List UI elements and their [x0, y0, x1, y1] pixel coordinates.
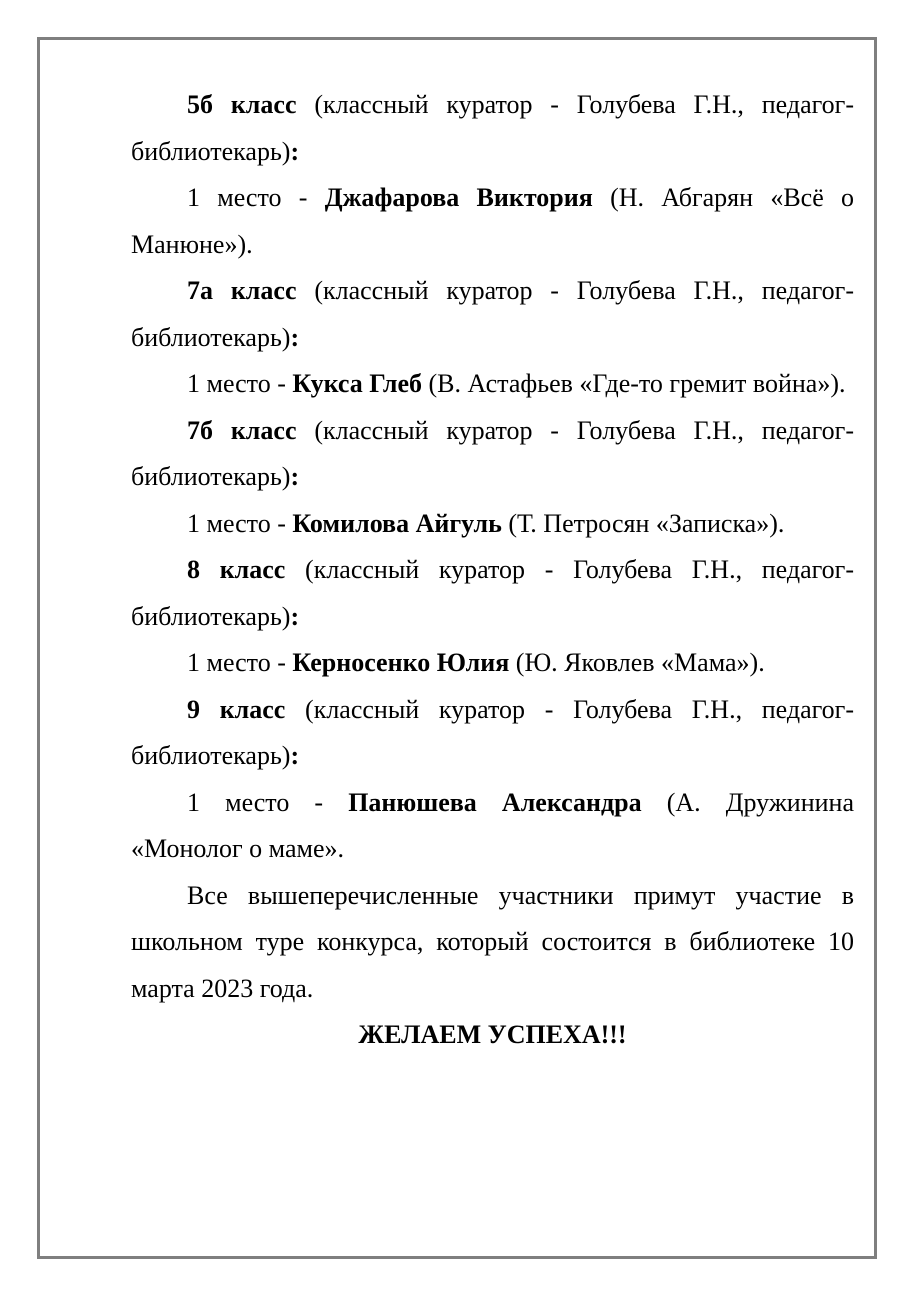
winner-entry-5b [131, 175, 854, 268]
class-heading-7b [131, 408, 854, 501]
closing-wish: ЖЕЛАЕМ УСПЕХА!!! [358, 1020, 627, 1049]
class-heading-8 [131, 547, 854, 640]
winner-entry-7b [131, 501, 854, 548]
place-text: 1 место - [187, 648, 293, 677]
curator-text: (классный куратор - Голубева Г.Н., педагог-библиотекарь) [131, 555, 854, 631]
document-body [131, 82, 854, 1059]
class-heading-5b [131, 82, 854, 175]
heading-colon: : [290, 136, 300, 166]
class-label: 5б класс [187, 90, 297, 119]
class-label: 7б класс [187, 415, 297, 445]
winner-entry-9 [131, 780, 854, 873]
curator-text: (классный куратор - Голубева Г.Н., педагог-библиотекарь) [131, 276, 854, 352]
winner-name: Кукса Глеб [292, 369, 422, 398]
winner-entry-7a [131, 361, 854, 408]
place-text: 1 место - [187, 508, 293, 538]
class-label: 8 класс [187, 555, 286, 584]
place-text: 1 место - [187, 369, 293, 398]
work-title: (Т. Петросян «Записка»). [501, 508, 785, 538]
curator-text: (классный куратор - Голубева Г.Н., педагог-библиотекарь) [131, 415, 854, 491]
place-text: 1 место - [187, 183, 325, 212]
curator-text: (классный куратор - Голубева Г.Н., педагог-библиотекарь) [131, 694, 854, 770]
curator-text: (классный куратор - Голубева Г.Н., педагог-библиотекарь) [131, 90, 854, 166]
class-label: 9 класс [187, 694, 286, 724]
heading-colon: : [290, 462, 300, 491]
work-title: (А. Дружинина «Монолог о маме». [131, 787, 854, 863]
winner-name: Керносенко Юлия [292, 648, 510, 677]
work-title: (Ю. Яковлев «Мама»). [509, 648, 765, 677]
heading-colon: : [290, 322, 300, 352]
winner-name: Джафарова Виктория [324, 183, 593, 212]
winner-name: Комилова Айгуль [292, 508, 502, 538]
class-label: 7а класс [187, 276, 297, 305]
class-heading-7a [131, 268, 854, 361]
heading-colon: : [290, 601, 300, 631]
winner-name: Панюшева Александра [348, 787, 642, 817]
work-title: (В. Астафьев «Где-то гремит война»). [422, 369, 846, 398]
class-heading-9 [131, 687, 854, 780]
conclusion-paragraph: Все вышеперечисленные участники примут участие в школьном туре конкурса, который состоится в библиотеке 10 марта 2023 года. [131, 880, 854, 1003]
work-title: (Н. Абгарян «Всё о Манюне»). [131, 183, 855, 259]
winner-entry-8 [131, 640, 854, 687]
heading-colon: : [290, 741, 300, 770]
place-text: 1 место - [187, 787, 349, 817]
